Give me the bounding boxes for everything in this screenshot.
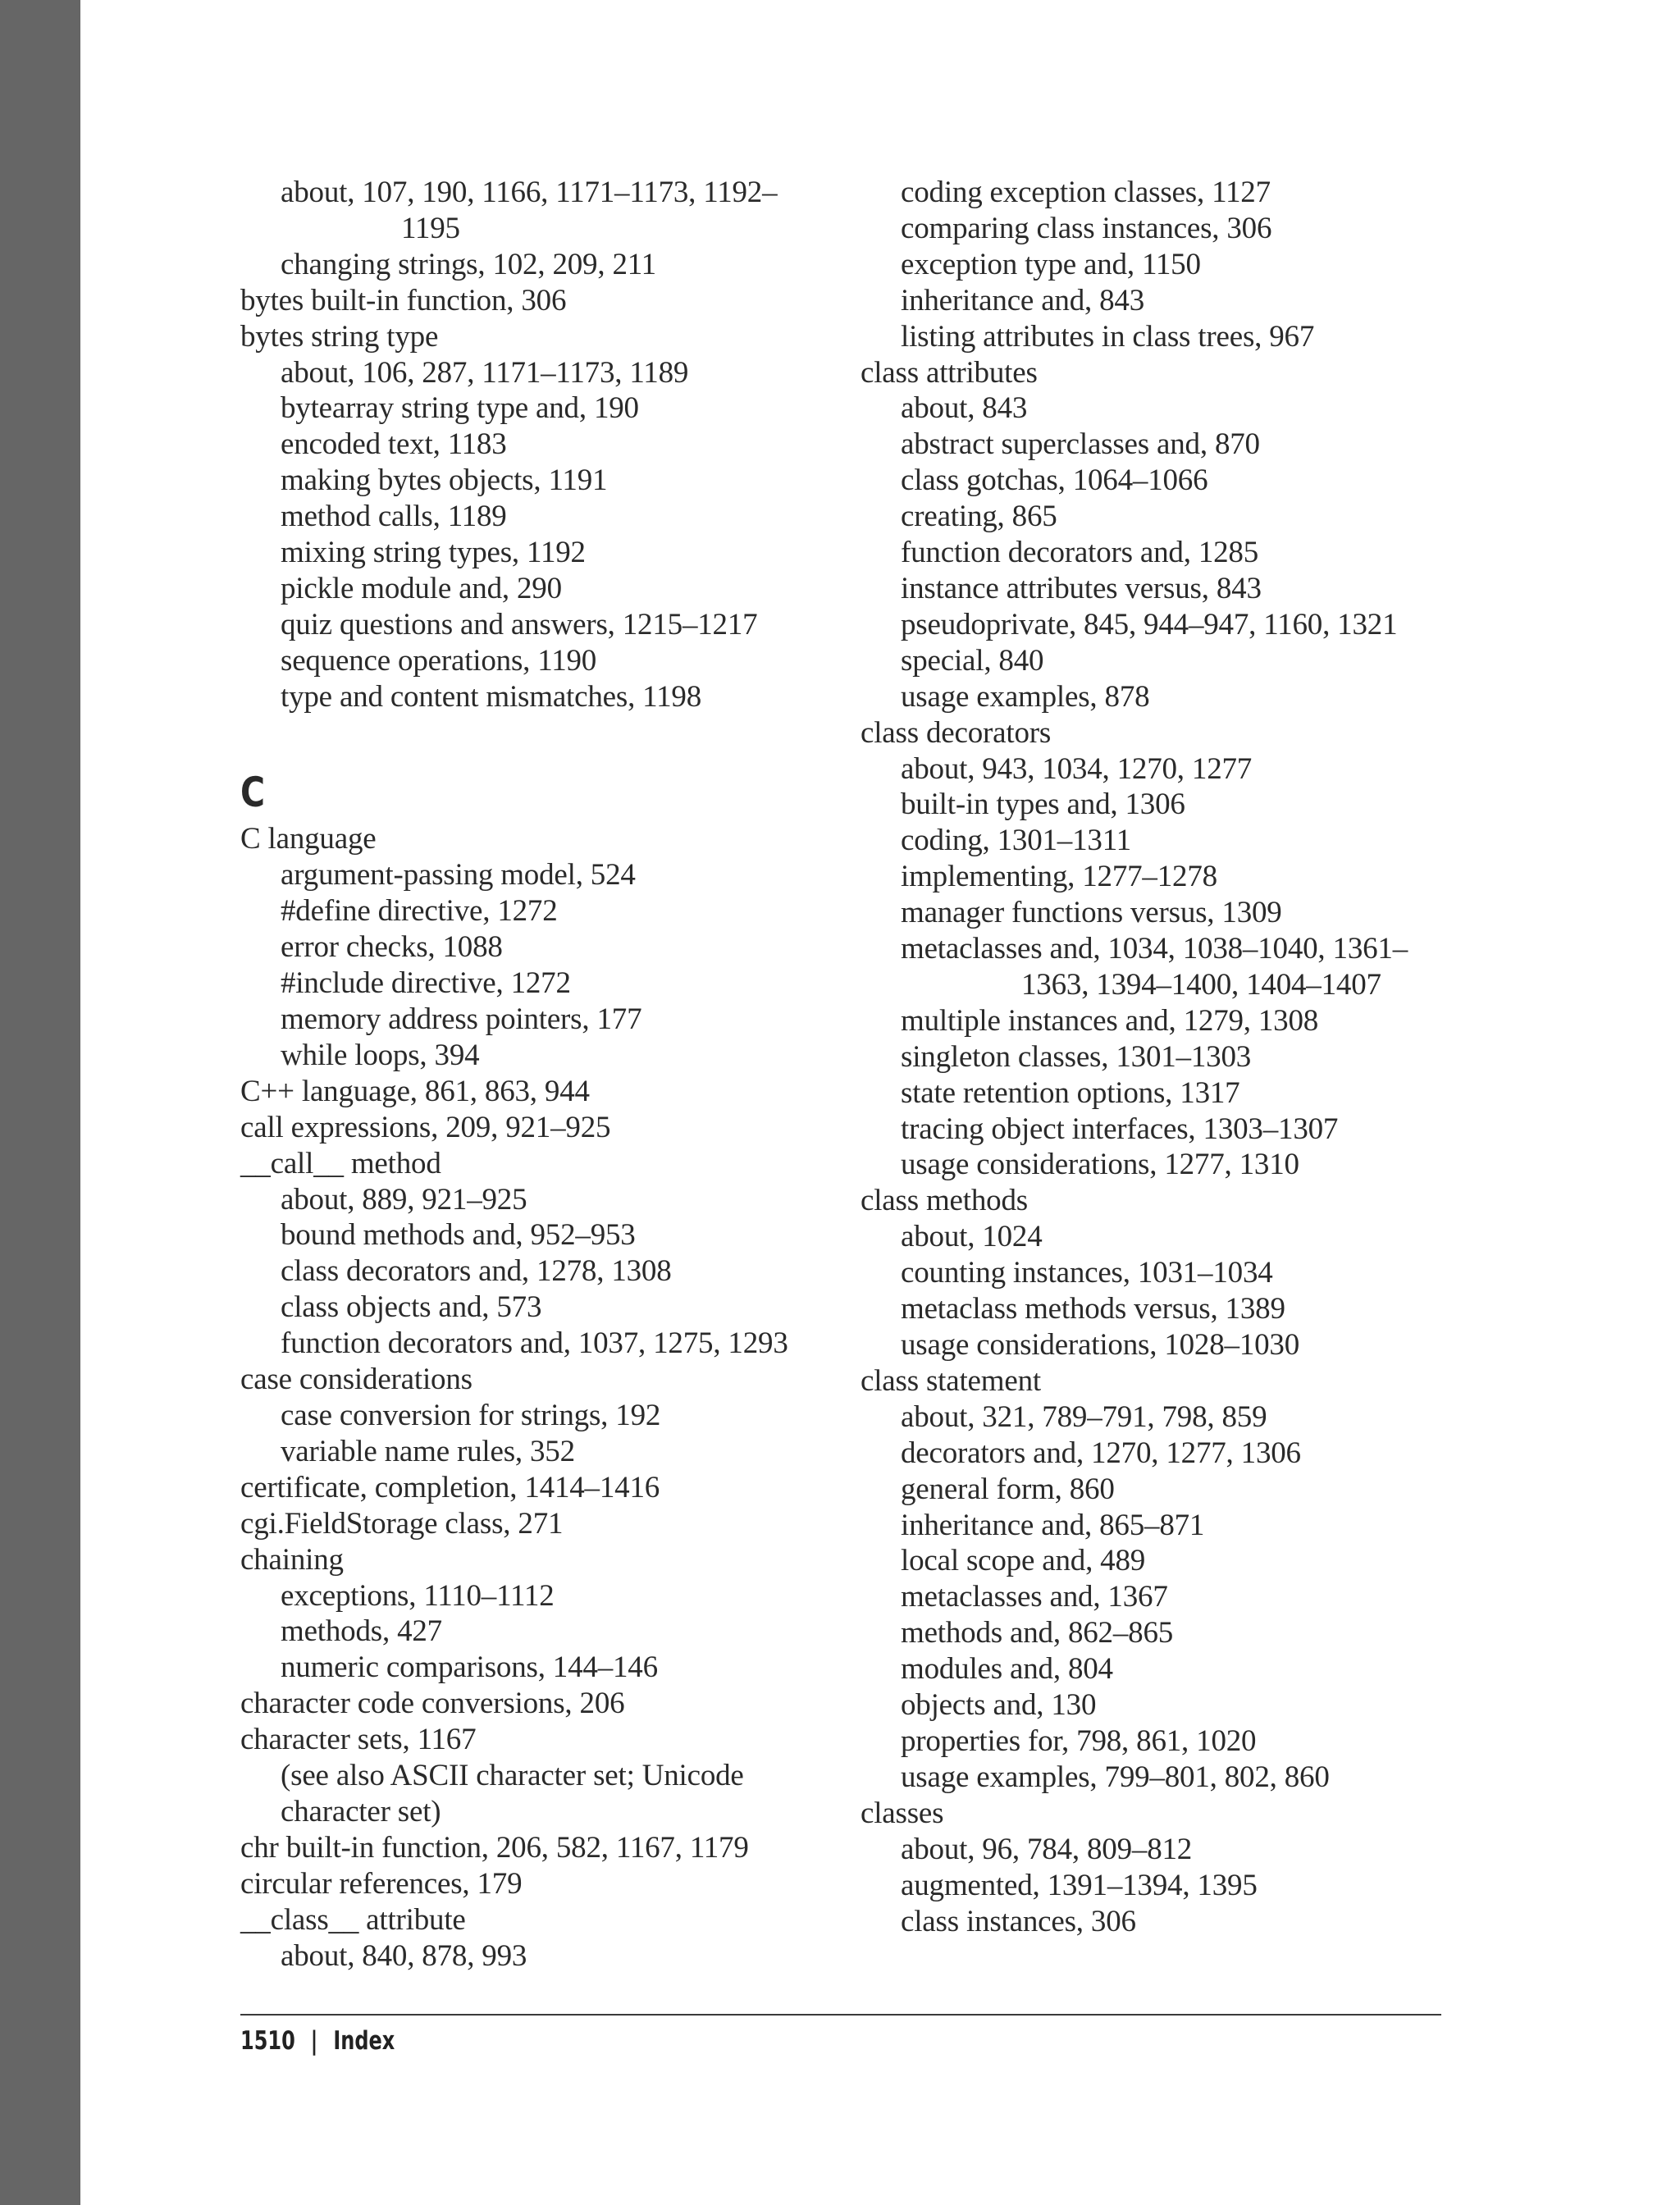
index-subentry: built-in types and, 1306 (901, 788, 1185, 822)
page-edge-bar (0, 0, 80, 2205)
section-spacer (240, 715, 847, 751)
index-letter-heading: C (240, 769, 265, 817)
index-subentry: augmented, 1391–1394, 1395 (901, 1868, 1258, 1902)
index-subentry: decorators and, 1270, 1277, 1306 (901, 1436, 1301, 1470)
index-entry: C language (240, 822, 377, 856)
index-subentry: about, 107, 190, 1166, 1171–1173, 1192– (281, 176, 778, 209)
index-entry: character sets, 1167 (240, 1723, 477, 1757)
index-subentry: general form, 860 (901, 1472, 1115, 1506)
page-number: 1510 (240, 2026, 295, 2056)
index-subentry: instance attributes versus, 843 (901, 571, 1262, 605)
index-entry: chr built-in function, 206, 582, 1167, 1179 (240, 1830, 749, 1865)
index-subentry: error checks, 1088 (281, 930, 503, 965)
index-subentry: class gotchas, 1064–1066 (901, 463, 1208, 498)
index-subentry: inheritance and, 865–871 (901, 1508, 1205, 1542)
index-subentry: usage considerations, 1277, 1310 (901, 1148, 1299, 1182)
index-subentry: counting instances, 1031–1034 (901, 1256, 1273, 1290)
index-subentry: modules and, 804 (901, 1652, 1113, 1687)
index-subentry: exception type and, 1150 (901, 247, 1201, 281)
index-subentry: state retention options, 1317 (901, 1075, 1240, 1110)
index-subentry: numeric comparisons, 144–146 (281, 1650, 658, 1685)
index-entry: call expressions, 209, 921–925 (240, 1110, 611, 1144)
index-subentry: multiple instances and, 1279, 1308 (901, 1003, 1319, 1038)
index-entry: character code conversions, 206 (240, 1687, 625, 1721)
index-entry: classes (861, 1796, 944, 1830)
index-subentry: bound methods and, 952–953 (281, 1218, 636, 1253)
index-subentry: abstract superclasses and, 870 (901, 427, 1260, 462)
index-subentry: about, 321, 789–791, 798, 859 (901, 1399, 1267, 1434)
index-entry: __class__ attribute (240, 1902, 466, 1937)
index-subentry: while loops, 394 (281, 1038, 480, 1072)
index-subentry: encoded text, 1183 (281, 427, 507, 462)
index-entry: C++ language, 861, 863, 944 (240, 1074, 590, 1108)
index-entry-continuation: 1195 (401, 211, 460, 245)
section-title: Index (333, 2026, 395, 2056)
index-subentry: metaclasses and, 1367 (901, 1580, 1168, 1614)
index-subentry: properties for, 798, 861, 1020 (901, 1723, 1257, 1758)
index-subentry: about, 889, 921–925 (281, 1182, 527, 1217)
index-subentry: coding, 1301–1311 (901, 824, 1131, 858)
index-subentry: listing attributes in class trees, 967 (901, 319, 1315, 354)
index-subentry: method calls, 1189 (281, 500, 507, 534)
index-subentry: about, 106, 287, 1171–1173, 1189 (281, 355, 689, 390)
index-subentry: sequence operations, 1190 (281, 643, 597, 678)
index-entry: cgi.FieldStorage class, 271 (240, 1506, 564, 1541)
index-subentry: pseudoprivate, 845, 944–947, 1160, 1321 (901, 607, 1398, 641)
index-entry: certificate, completion, 1414–1416 (240, 1470, 660, 1504)
index-subentry: class decorators and, 1278, 1308 (281, 1254, 672, 1289)
footer-rule (240, 2014, 1441, 2016)
index-subentry: implementing, 1277–1278 (901, 860, 1217, 894)
index-column-left (240, 175, 847, 1974)
index-subentry: type and content mismatches, 1198 (281, 679, 701, 714)
index-subentry: creating, 865 (901, 500, 1057, 534)
index-column-right (861, 175, 1468, 1939)
index-subentry: making bytes objects, 1191 (281, 463, 608, 498)
index-subentry: about, 843 (901, 391, 1028, 426)
index-subentry: changing strings, 102, 209, 211 (281, 247, 656, 281)
index-subentry: metaclass methods versus, 1389 (901, 1292, 1285, 1326)
index-subentry: special, 840 (901, 643, 1044, 678)
index-subentry: objects and, 130 (901, 1688, 1097, 1723)
index-subentry: bytearray string type and, 190 (281, 391, 639, 426)
index-subentry: comparing class instances, 306 (901, 211, 1272, 245)
index-subentry: singleton classes, 1301–1303 (901, 1039, 1252, 1074)
index-subentry: tracing object interfaces, 1303–1307 (901, 1112, 1339, 1146)
index-subentry: coding exception classes, 1127 (901, 176, 1271, 209)
index-subentry: about, 840, 878, 993 (281, 1938, 527, 1973)
index-entry: class attributes (861, 355, 1038, 390)
index-subentry: about, 96, 784, 809–812 (901, 1832, 1193, 1866)
index-subentry: argument-passing model, 524 (281, 858, 636, 892)
index-entry: case considerations (240, 1363, 472, 1397)
index-entry: class methods (861, 1184, 1028, 1218)
index-subentry: class instances, 306 (901, 1904, 1136, 1938)
index-entry: bytes built-in function, 306 (240, 283, 567, 317)
index-subentry: local scope and, 489 (901, 1544, 1146, 1578)
index-entry: class decorators (861, 715, 1052, 750)
index-subentry: function decorators and, 1037, 1275, 1293 (281, 1326, 788, 1361)
index-entry: class statement (861, 1363, 1041, 1398)
index-entry: chaining (240, 1542, 344, 1577)
index-subentry: usage considerations, 1028–1030 (901, 1328, 1300, 1362)
index-subentry: quiz questions and answers, 1215–1217 (281, 607, 758, 641)
index-subentry: about, 1024 (901, 1220, 1043, 1254)
index-subentry: function decorators and, 1285 (901, 536, 1259, 570)
index-subentry: variable name rules, 352 (281, 1434, 575, 1468)
index-entry: circular references, 179 (240, 1866, 523, 1901)
index-subentry: class objects and, 573 (281, 1290, 542, 1325)
index-subentry: mixing string types, 1192 (281, 536, 586, 570)
index-subentry: inheritance and, 843 (901, 283, 1145, 317)
index-subentry: memory address pointers, 177 (281, 1002, 642, 1037)
index-subentry: pickle module and, 290 (281, 571, 562, 605)
index-subentry: manager functions versus, 1309 (901, 896, 1282, 930)
index-entry: bytes string type (240, 319, 439, 354)
index-subentry: exceptions, 1110–1112 (281, 1578, 555, 1613)
index-subentry: usage examples, 878 (901, 679, 1150, 714)
index-entry-continuation: 1363, 1394–1400, 1404–1407 (1021, 967, 1381, 1002)
index-subentry: usage examples, 799–801, 802, 860 (901, 1760, 1330, 1794)
index-entry: __call__ method (240, 1146, 441, 1180)
index-subentry: metaclasses and, 1034, 1038–1040, 1361– (901, 932, 1408, 966)
footer-separator: | (310, 2026, 318, 2056)
index-subentry: about, 943, 1034, 1270, 1277 (901, 751, 1253, 786)
index-subentry: case conversion for strings, 192 (281, 1398, 661, 1432)
index-subentry: #include directive, 1272 (281, 966, 571, 1001)
index-subentry: character set) (281, 1794, 441, 1828)
index-subentry: methods, 427 (281, 1614, 442, 1649)
page-footer (240, 2026, 395, 2056)
index-subentry: (see also ASCII character set; Unicode (281, 1759, 744, 1793)
index-subentry: #define directive, 1272 (281, 894, 558, 929)
index-subentry: methods and, 862–865 (901, 1616, 1174, 1650)
